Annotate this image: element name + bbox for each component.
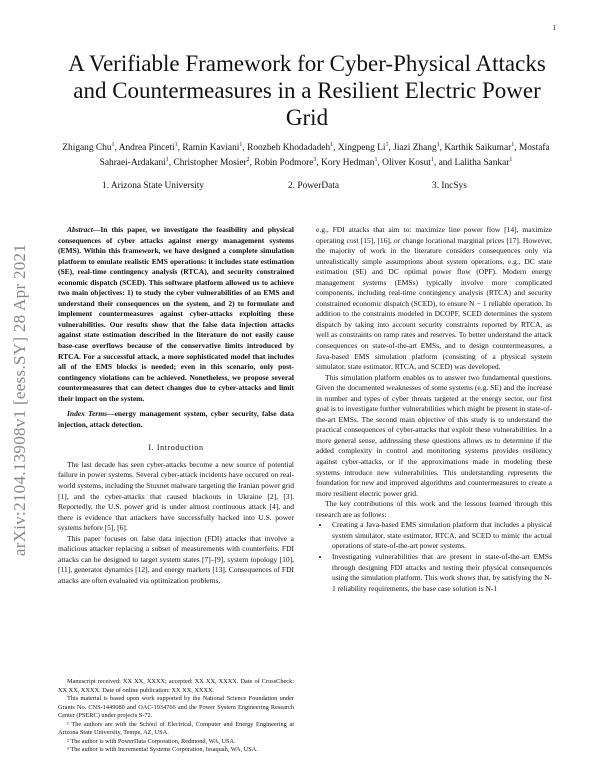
author <box>338 143 389 153</box>
right-paragraph-2: This simulation platform enables us to answer two fundamental questions. Given the documented weaknesses of some systems (e.g. SE) and the increase in number and types of cyber threats targeted at the energy sector, our first goal is to investigate further vulnerabilities which might be present in state-of-the-art EMSs. The second main objective of this study is to understand the practical consequences of cyber-attacks that exploit these vulnerabilities. In a more general sense, addressing these questions allows us to determine if the added complexity in control and monitoring systems provides resiliency against cyber-attacks, or if the approximations made in modeling these systems introduce new vulnerabilities. This understanding represents the foundation for new and improved algorithms and countermeasures to create a more resilient electric power grid. <box>316 372 552 498</box>
author <box>247 143 333 153</box>
author <box>439 158 513 168</box>
author <box>119 143 178 153</box>
author-name: Zhigang Chu <box>62 143 112 154</box>
list-item: • Investigating vulnerabilities that are present in state-of-the-art EMSs through designing FDI attacks and testing their physical consequences using the simulation platform. This work shows that, by satisfying the N-1 reliability requirements, the base case solution is N-1 <box>330 552 552 594</box>
author-affiliation-mark: 1 <box>374 157 378 164</box>
right-column <box>316 225 552 594</box>
author-affiliation-mark: 1 <box>111 142 115 148</box>
author-name: Andrea Pinceti <box>118 143 175 154</box>
author-affiliation-mark: 1 <box>174 142 178 148</box>
author-affiliation-mark: 3 <box>313 157 317 164</box>
author-name: Xingpeng Li <box>337 143 386 154</box>
contribution-list <box>316 520 552 594</box>
right-paragraph-3: The key contributions of this work and the lessons learned through this research are as follows: <box>316 499 552 519</box>
author <box>321 158 377 168</box>
footnote: ¹ The authors are with the School of Electrical, Computer and Energy Engineering at Arizona State University, Tempe, AZ, USA. <box>58 720 294 736</box>
author-affiliation-mark: 1 <box>385 142 389 148</box>
author-name: Jiazi Zhang <box>393 143 437 154</box>
index-terms-label: Index Terms <box>67 409 108 419</box>
index-terms-text: —energy management system, cyber security, false data injection, attack detection. <box>58 409 294 429</box>
footnotes <box>58 678 294 755</box>
paper-title: A Verifiable Framework for Cyber-Physical Attacks and Countermeasures in a Resilient Electric Power Grid <box>68 51 546 130</box>
author-name: Roozbeh Khodadadeh <box>247 143 331 154</box>
section-heading: I. Introduction <box>148 443 204 453</box>
arxiv-stamp: arXiv:2104.13908v1 [eess.SY] 28 Apr 2021 <box>10 243 29 557</box>
author-affiliation-mark: 1 <box>239 142 243 148</box>
footnote: This material is based upon work supported by the National Science Foundation under Grants No. CNS-1449080 and OAC-1934766 and the Power System Engineering Research Center (PSERC) under projects S-72. <box>58 695 294 719</box>
author <box>182 143 242 153</box>
list-item: • Creating a Java-based EMS simulation platform that includes a physical system simulator, state estimator, RTCA, and SCED to mimic the actual operations of state-of-the-art power systems. <box>330 520 552 552</box>
abstract-label: Abstract <box>67 225 93 234</box>
author-affiliation-mark: 1 <box>430 157 434 164</box>
author <box>173 158 249 168</box>
arxiv-sidebar <box>0 0 40 776</box>
page-number: 1 <box>552 24 556 32</box>
author-affiliation-mark: 1 <box>330 142 334 148</box>
abstract-text: —In this paper, we investigate the feasibility and physical consequences of cyber attacks against energy management systems (EMS). Within this framework, we have designed a complete simulation platform to emulate realistic EMS operations: it includes state estimation (SE), real-time contingency analysis (RTCA), and security constrained economic dispatch (SCED). This software platform allowed us to achieve two main objectives: 1) to study the cyber vulnerabilities of an EMS and understand their consequences on the system, and 2) to formulate and implement countermeasures against cyber-attacks exploiting these vulnerabilities. Our results show that the false data injection attacks against state estimation described in the literature do not easily cause base-case overflows because of the conservative limits introduced by RTCA. For a successful attack, a more sophisticated model that includes all of the EMS blocks is needed; even in this scenario, only post-contingency violations can be achieved. Nonetheless, we propose several countermeasures that can detect changes due to cyber-attacks and limit their impact on the system. <box>58 225 294 403</box>
author-name: Christopher Mosier <box>173 158 247 169</box>
footnote: Manuscript received: XX XX, XXXX; accepted: XX XX, XXXX. Date of CrossCheck: XX XX, XXXX. Date of online publication: XX XX, XXXX. <box>58 678 294 694</box>
author-name: Robin Podmore <box>254 158 314 169</box>
author-name: and Lalitha Sankar <box>438 158 510 169</box>
author-affiliation-mark: 1 <box>165 157 169 164</box>
author-list: Zhigang Chu$^1$, Andrea Pinceti$^1$, Ramin Kaviani$^1$, Roozbeh Khodadadeh$^1$, Xingpeng Li$^1$, Jiazi Zhang$^1$, Karthik Saikumar$^1$, Mostafa Sahraei-Ardakani$^1$, Christopher Mosier$^2$, Robin Podmore$^3$, Kory Hedman$^1$, Oliver Kosut$^1$, and Lalitha Sankar$^1$ <box>62 142 550 169</box>
author <box>382 158 434 168</box>
affiliation-1: 1. Arizona State University <box>102 181 205 191</box>
author-affiliation-mark: 1 <box>436 142 440 148</box>
right-paragraph-1: e.g., FDI attacks that aim to: maximize line power flow [14], maximize operating cost [15], [16], or change locational marginal prices [17]. However, the majority of work in the literature considers consequences only via unrealistically simple assumptions about system operations, e.g., DC state estimation (SE) and DC optimal power flow (OPF). Modern energy management systems (EMSs) typically involve more complicated components, including real-time contingency analysis (RTCA) and security constrained economic dispatch (SCED), to ensure N − 1 reliable operation. In addition to the constraints modeled in DCOPF, SCED determines the system dispatch by taking into account security constraints reported by RTCA, as well as constraints on ramp rates and reserves. To better understand the attack consequences on state-of-the-art EMSs, and to design countermeasures, a Java-based EMS simulation platform (consisting of a physical system simulator, state estimator, RTCA, and SCED) was developed. <box>316 225 552 372</box>
author <box>444 143 514 153</box>
author-name: Kory Hedman <box>321 158 375 169</box>
author-name: Oliver Kosut <box>382 158 431 169</box>
affiliation-3: 3. IncSys <box>432 181 467 191</box>
footnote: ² The author is with PowerData Corporation, Redmond, WA, USA. <box>67 737 236 745</box>
intro-paragraph-2: This paper focuses on false data injection (FDI) attacks that involve a malicious attacker replacing a subset of measurements with counterfeits. FDI attacks can be designed to target system states [7]–[9], system topology [10], [11], generator dynamics [12], and energy markets [13]. Consequences of FDI attacks are often evaluated via optimization problems, <box>58 533 294 585</box>
author-name: Ramin Kaviani <box>182 143 240 154</box>
author-name: Mostafa Sahraei-Ardakani <box>99 143 550 169</box>
author-affiliation-mark: 1 <box>509 157 513 164</box>
author-affiliation-mark: 1 <box>511 142 515 148</box>
footnote: ³ The author is with Incremental Systems Corporation, Issaquah, WA, USA. <box>67 746 258 753</box>
author <box>254 158 316 168</box>
affiliation-2: 2. PowerData <box>288 181 340 191</box>
author <box>62 143 114 153</box>
abstract <box>58 225 294 404</box>
index-terms <box>58 409 294 430</box>
author-affiliation-mark: 2 <box>246 157 250 164</box>
author <box>393 143 439 153</box>
intro-paragraph-1: The last decade has seen cyber-attacks become a new source of potential failure in power systems. Several cyber-attack incidents have occured on real-world systems, including the Stuxnet malware targeting the Iranian power grid [1], and the cyber-attacks that caused blackouts in Ukraine [2], [3]. Reportedly, the U.S. power grid is under almost continuous attack [4], and there is evidence that attackers have successfully hacked into U.S. power systems before [5], [6]. <box>58 459 294 533</box>
left-column <box>58 225 294 587</box>
author-name: Karthik Saikumar <box>444 143 512 154</box>
